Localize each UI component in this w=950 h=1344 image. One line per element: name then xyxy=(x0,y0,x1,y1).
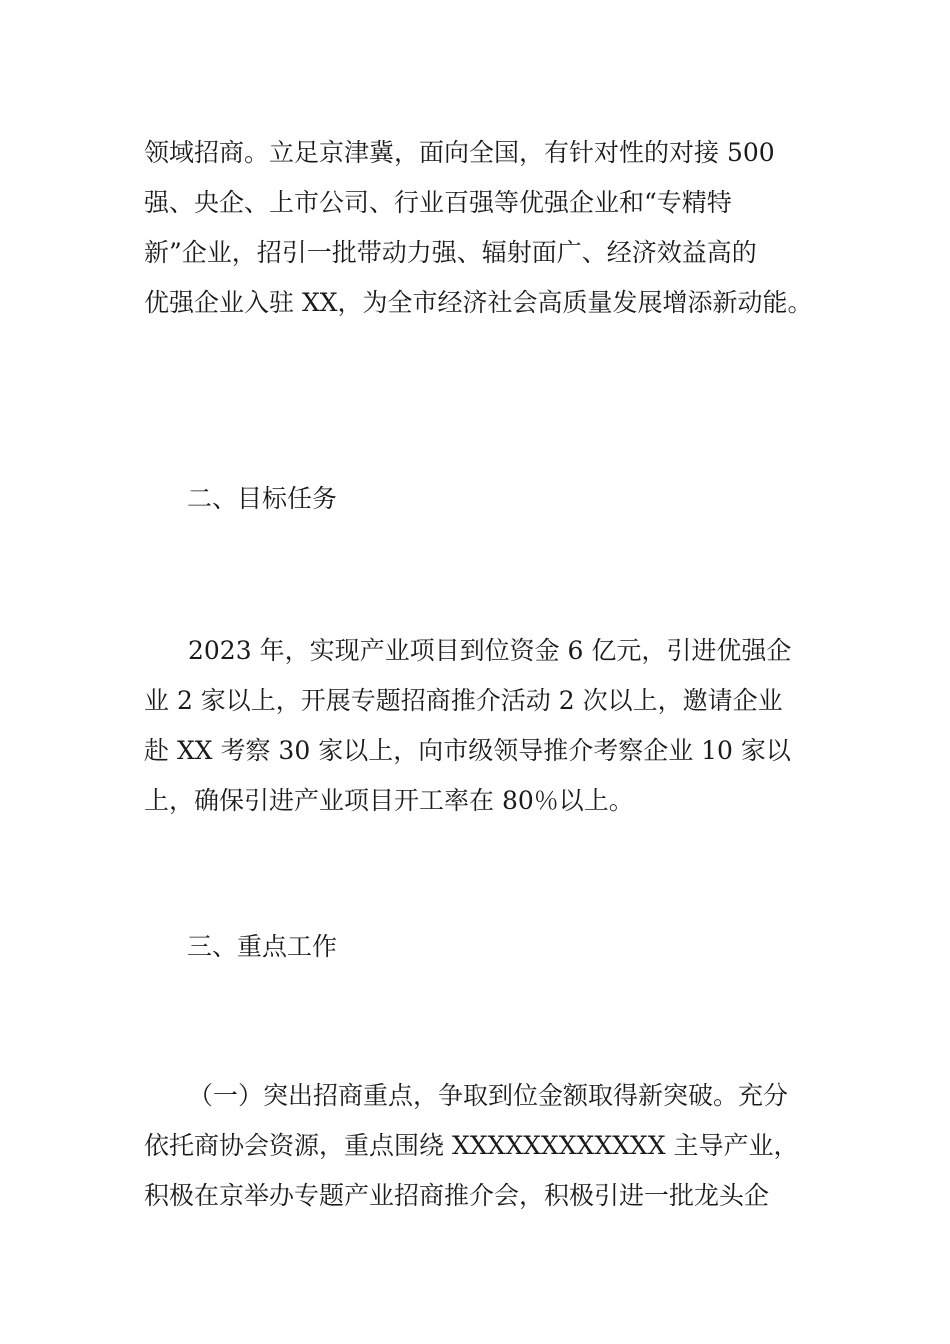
paragraph-line: 业 2 家以上，开展专题招商推介活动 2 次以上，邀请企业 xyxy=(144,686,783,715)
paragraph-intro xyxy=(144,128,812,328)
paragraph-line: （一）突出招商重点，争取到位金额取得新突破。充分 xyxy=(188,1081,789,1110)
paragraph-line: 2023 年，实现产业项目到位资金 6 亿元，引进优强企 xyxy=(188,636,792,665)
paragraph-targets xyxy=(144,626,812,826)
paragraph-line: 优强企业入驻 XX，为全市经济社会高质量发展增添新动能。 xyxy=(144,288,813,317)
section-heading-targets: 二、目标任务 xyxy=(187,484,338,513)
paragraph-line: 积极在京举办专题产业招商推介会，积极引进一批龙头企 xyxy=(144,1181,770,1210)
paragraph-line: 新”企业，招引一批带动力强、辐射面广、经济效益高的 xyxy=(144,238,757,267)
paragraph-line: 上，确保引进产业项目开工率在 80％以上。 xyxy=(144,786,634,815)
section-heading-key-work: 三、重点工作 xyxy=(187,932,338,961)
paragraph-line: 强、央企、上市公司、行业百强等优强企业和“专精特 xyxy=(144,188,732,217)
paragraph-line: 依托商协会资源，重点围绕 XXXXXXXXXXXX 主导产业， xyxy=(144,1131,799,1160)
paragraph-line: 赴 XX 考察 30 家以上，向市级领导推介考察企业 10 家以 xyxy=(144,736,791,765)
paragraph-line: 领域招商。立足京津冀，面向全国，有针对性的对接 500 xyxy=(144,138,775,167)
paragraph-key-work xyxy=(144,1071,812,1221)
